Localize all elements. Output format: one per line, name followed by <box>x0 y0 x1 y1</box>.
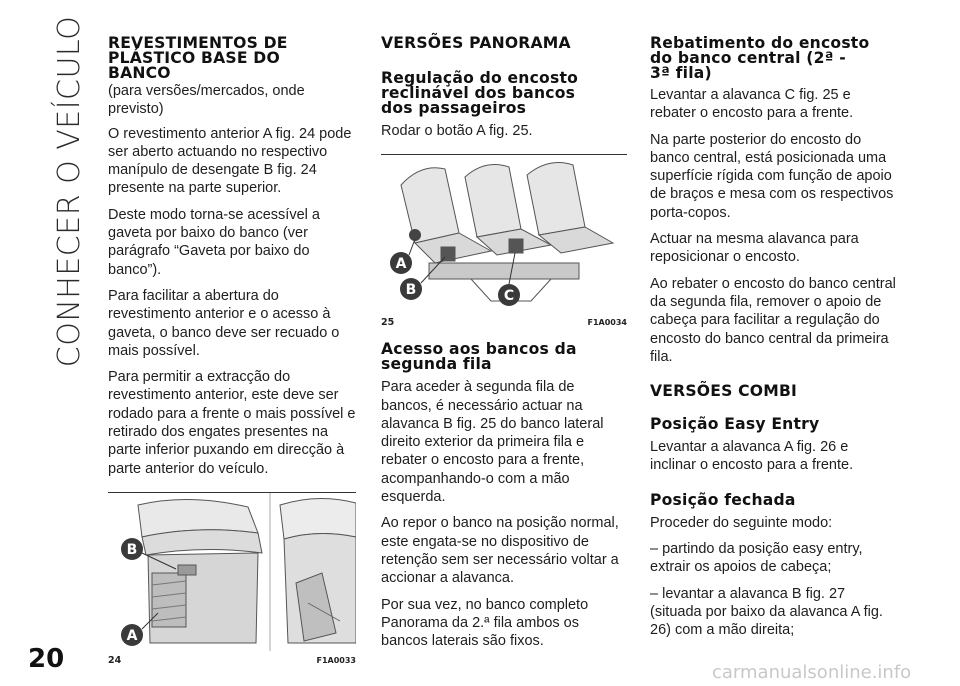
paragraph: Rodar o botão A fig. 25. <box>381 123 533 139</box>
figure-code: F1A0034 <box>587 318 627 328</box>
svg-text:A: A <box>395 256 407 273</box>
figure-caption <box>381 313 627 328</box>
paragraph: Actuar na mesma alavanca para reposicionar o encosto. <box>650 231 859 266</box>
paragraph: – levantar a alavanca B fig. 27 (situada por baixo da alavanca A fig. 26) com a mão direita; <box>650 585 883 639</box>
figure-25 <box>381 154 627 328</box>
heading-regulacao: Regulação do encosto reclinável dos bancos dos passageiros <box>381 69 579 117</box>
page-number: 20 <box>28 644 65 674</box>
heading-easy-entry: Posição Easy Entry <box>650 415 820 434</box>
heading-acesso-segunda-fila: Acesso aos bancos da segunda fila <box>381 340 577 374</box>
paragraph: O revestimento anterior A fig. 24 pode ser aberto actuando no respectivo manípulo de desengate B fig. 24 presente na parte superior. <box>108 125 352 197</box>
paragraph: Proceder do seguinte modo: <box>650 514 833 531</box>
svg-text:B: B <box>126 541 138 558</box>
svg-text:C: C <box>503 288 515 305</box>
paragraph: Ao rebater o encosto do banco central da segunda fila, remover o apoio de cabeça para facilitar a regulação do encosto do banco central da primeira fila. <box>650 275 896 365</box>
seat-base-illustration <box>108 493 356 651</box>
column-1 <box>108 36 356 666</box>
svg-text:A: A <box>126 627 138 644</box>
paragraph: Ao repor o banco na posição normal, este engata-se no dispositivo de retenção sem ser necessário voltar a accionar a alavanca. <box>381 515 619 587</box>
paragraph: Para aceder à segunda fila de bancos, é necessário actuar na alavanca B fig. 25 do banco lateral direito exterior da primeira fila e rebater o encosto para a frente, acompanhando-o com a mão esquerda. <box>381 379 604 506</box>
paragraph: Para permitir a extracção do revestimento anterior, este deve ser rodado para a frente o mais possível e retirado dos engates presentes na parte inferior puxando em direcção à parte anterior do veículo. <box>108 369 356 477</box>
paragraph: Levantar a alavanca A fig. 26 e inclinar o encosto para a frente. <box>650 439 854 474</box>
note-versions: (para versões/mercados, onde previsto) <box>108 83 305 118</box>
paragraph: – partindo da posição easy entry, extrair os apoios de cabeça; <box>650 541 863 576</box>
heading-revestimentos: REVESTIMENTOS DE PLÁSTICO BASE DO BANCO <box>108 34 288 82</box>
label-b-badge <box>121 538 143 560</box>
paragraph: Deste modo torna-se acessível a gaveta por baixo do banco (ver parágrafo “Gaveta por baixo do banco”). <box>108 206 320 278</box>
figure-number: 24 <box>108 654 122 666</box>
heading-versoes-panorama: VERSÕES PANORAMA <box>381 34 571 52</box>
figure-number: 25 <box>381 317 395 329</box>
paragraph: Na parte posterior do encosto do banco central, está posicionada uma superfície rígida com função de apoio de braços e mesa com os respectivos porta-copos. <box>650 131 894 221</box>
figure-caption <box>108 651 356 666</box>
label-b-badge <box>400 278 422 300</box>
heading-posicao-fechada: Posição fechada <box>650 490 796 509</box>
chapter-title: CONHECER O VEÍCULO <box>52 15 88 367</box>
label-c-badge <box>498 284 520 306</box>
paragraph: Para facilitar a abertura do revestimento anterior e o acesso à gaveta, o banco deve ser recuado o mais possível. <box>108 287 340 359</box>
svg-text:B: B <box>405 282 417 299</box>
column-2 <box>381 36 627 658</box>
label-a-badge <box>121 624 143 646</box>
label-a-badge <box>390 252 412 274</box>
figure-code: F1A0033 <box>316 655 356 665</box>
column-3 <box>650 36 898 648</box>
seats-illustration <box>381 155 627 313</box>
paragraph: Levantar a alavanca C fig. 25 e rebater o encosto para a frente. <box>650 87 854 122</box>
watermark: carmanualsonline.info <box>712 662 912 683</box>
figure-24 <box>108 492 356 666</box>
heading-rebatimento: Rebatimento do encosto do banco central (2ª - 3ª fila) <box>650 34 870 82</box>
heading-versoes-combi: VERSÕES COMBI <box>650 382 798 401</box>
paragraph: Por sua vez, no banco completo Panorama da 2.ª fila ambos os bancos laterais são fixos. <box>381 596 589 650</box>
